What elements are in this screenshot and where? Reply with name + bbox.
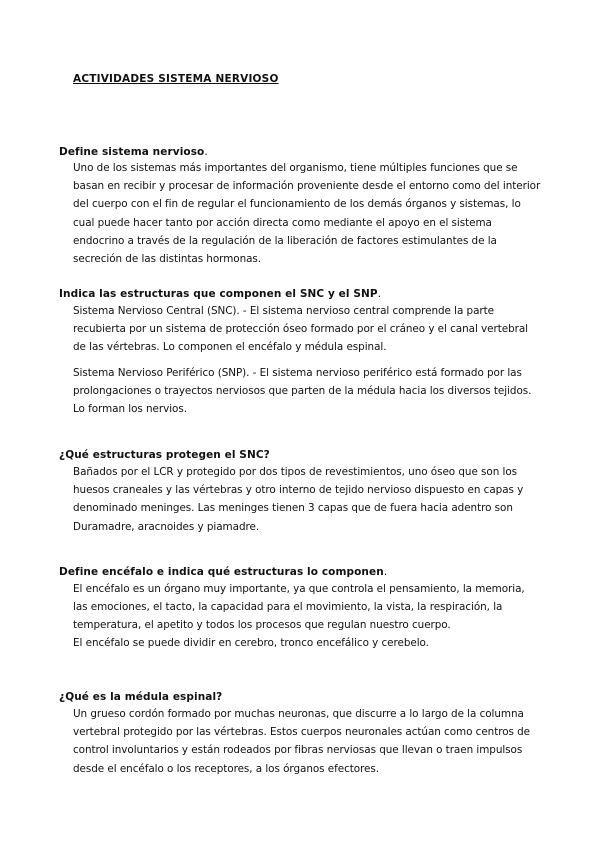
question-text-3: ¿Qué estructuras protegen el SNC? xyxy=(59,449,270,461)
answer-paragraph: El encéfalo se puede dividir en cerebro, tronco encefálico y cerebelo. xyxy=(73,637,429,649)
document-title: ACTIVIDADES SISTEMA NERVIOSO xyxy=(73,73,279,85)
question-suffix-2: . xyxy=(377,288,382,300)
question-suffix-4: . xyxy=(383,566,388,578)
answer-block-1 xyxy=(73,159,541,268)
question-text-1: Define sistema nervioso xyxy=(59,146,205,158)
answer-paragraph: Un grueso cordón formado por muchas neuronas, que discurre a lo largo de la columna vertebral protegido por las vértebras. Estos cuerpos neuronales actúan como centros de control involuntarios y están rodeados por fibras nerviosas que llevan o traen impulsos desde el encéfalo o los receptores, a los órganos efectores. xyxy=(73,708,531,775)
answer-paragraph: Sistema Nervioso Periférico (SNP). - El sistema nervioso periférico está formado por las prolongaciones o trayectos nerviosos que parten de la médula hacia los diversos tejidos. Lo forman los nervios. xyxy=(73,367,532,416)
question-text-2: Indica las estructuras que componen el SNC y el SNP xyxy=(59,288,378,300)
answer-paragraph: Uno de los sistemas más importantes del organismo, tiene múltiples funciones que se basan en recibir y procesar de información proveniente desde el entorno como del interior del cuerpo con el fin de regular el funcionamiento de los demás órganos y sistemas, lo cual puede hacer tanto por acción directa como mediante el apoyo en el sistema endocrino a través de la regulación de la liberación de factores estimulantes de la secreción de las distintas hormonas. xyxy=(73,162,541,266)
answer-paragraph: El encéfalo es un órgano muy importante, ya que controla el pensamiento, la memoria, las emociones, el tacto, la capacidad para el movimiento, la vista, la respiración, la temperatura, el apetito y todos los procesos que regulan nuestro cuerpo. xyxy=(73,583,525,632)
answer-block-4a xyxy=(73,580,541,635)
answer-block-3 xyxy=(73,463,541,536)
question-text-5: ¿Qué es la médula espinal? xyxy=(59,691,223,703)
answer-paragraph: Sistema Nervioso Central (SNC). - El sistema nervioso central comprende la parte recubierta por un sistema de protección óseo formado por el cráneo y el canal vertebral de las vértebras. Lo componen el encéfalo y médula espinal. xyxy=(73,305,528,354)
answer-block-2b xyxy=(73,364,533,419)
question-text-4: Define encéfalo e indica qué estructuras lo componen xyxy=(59,566,384,578)
question-heading-1 xyxy=(59,146,208,158)
answer-paragraph: Bañados por el LCR y protegido por dos tipos de revestimientos, uno óseo que son los huesos craneales y las vértebras y otro interno de tejido nervioso dispuesto en capas y denominado meninges. Las meninges tienen 3 capas que de fuera hacia adentro son Duramadre, aracnoides y piamadre. xyxy=(73,466,524,533)
question-heading-3 xyxy=(59,449,270,461)
answer-block-2a xyxy=(73,302,541,357)
question-suffix-1: . xyxy=(204,146,208,158)
question-heading-2 xyxy=(59,288,381,300)
answer-block-5 xyxy=(73,705,541,778)
question-heading-4 xyxy=(59,566,387,578)
answer-block-4b xyxy=(73,634,541,652)
question-heading-5 xyxy=(59,691,222,703)
